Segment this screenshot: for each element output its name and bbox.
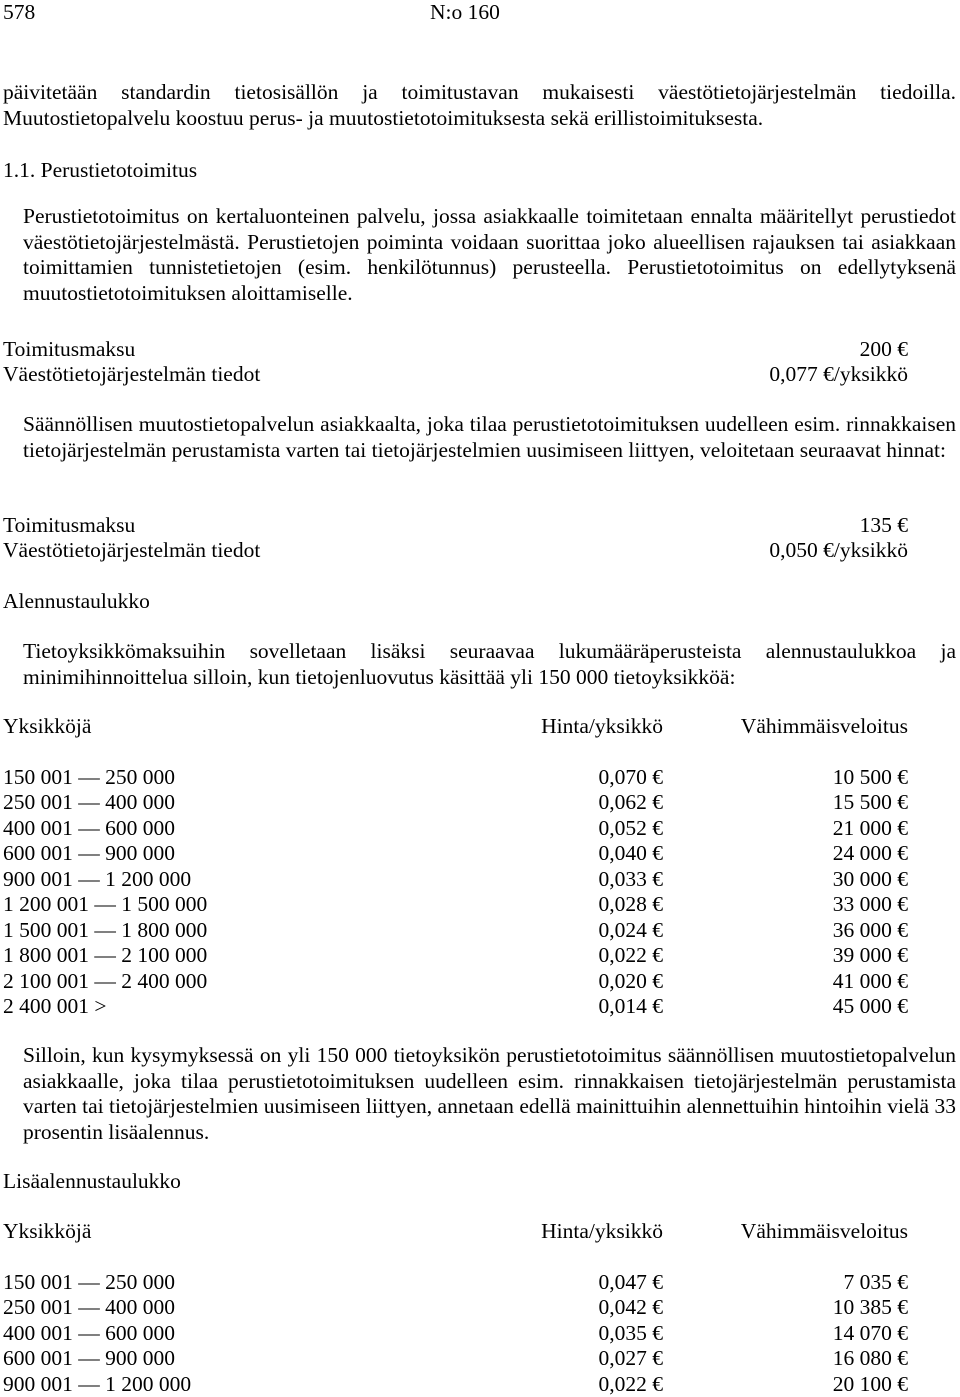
- table-cell-units: 600 001 — 900 000: [3, 841, 423, 867]
- intro-paragraph: päivitetään standardin tietosisällön ja toimitustavan mukaisesti väestötietojärjestelmän tiedoilla. Muutostietopalvelu koostuu perus- ja muutostietotoimituksesta sekä erillistoimituksesta.: [3, 80, 956, 131]
- table-header-row: [3, 1219, 908, 1245]
- column-header-minimum: Vähimmäisveloitus: [663, 1219, 908, 1245]
- table-cell-price: 0,035 €: [423, 1321, 663, 1347]
- issue-number: N:o 160: [430, 0, 500, 26]
- table-cell-price: 0,028 €: [423, 892, 663, 918]
- table-row: [3, 892, 908, 918]
- extra-discount-paragraph: Silloin, kun kysymyksessä on yli 150 000 tietoyksikön perustietotoimitus säännöllisen muutostietopalvelun asiakkaalle, joka tilaa perustietotoimituksen uudelleen esim. rinnakkaisen tietojärjestelmän perustamista varten tai tietojärjestelmien uusimiseen liittyen, annetaan edellä mainittuihin alennettuihin hintoihin vielä 33 prosentin lisäalennus.: [23, 1043, 956, 1145]
- table-row: [3, 790, 908, 816]
- table-spacer: [3, 1245, 908, 1270]
- table-row: [3, 1372, 908, 1397]
- table-cell-units: 1 200 001 — 1 500 000: [3, 892, 423, 918]
- table-row: [3, 841, 908, 867]
- discount-paragraph: Tietoyksikkömaksuihin sovelletaan lisäksi seuraavaa lukumääräperusteista alennustaulukkoa ja minimihinnoittelua silloin, kun tietojenluovutus käsittää yli 150 000 tietoyksikköä:: [23, 639, 956, 690]
- table-cell-minimum: 45 000 €: [663, 994, 908, 1020]
- table-cell-minimum: 14 070 €: [663, 1321, 908, 1347]
- table-cell-price: 0,024 €: [423, 918, 663, 944]
- table-cell-price: 0,022 €: [423, 943, 663, 969]
- delivery-fee-value: 135 €: [860, 513, 908, 539]
- table-row: [3, 1346, 908, 1372]
- table-row: [3, 867, 908, 893]
- table-cell-minimum: 7 035 €: [663, 1270, 908, 1296]
- section-paragraph: Perustietotoimitus on kertaluonteinen palvelu, jossa asiakkaalle toimitetaan ennalta määritellyt perustiedot väestötietojärjestelmästä. Perustietojen poiminta voidaan suorittaa joko alueellisen rajauksen tai asiakkaan toimittamien tunnistetietojen (esim. henkilötunnus) perusteella. Perustietotoimitus on edellytyksenä muutostietotoimituksen aloittamiselle.: [23, 204, 956, 306]
- table-cell-minimum: 20 100 €: [663, 1372, 908, 1397]
- table-row: [3, 918, 908, 944]
- table-row: [3, 765, 908, 791]
- extra-discount-table: [3, 1219, 908, 1397]
- table-cell-minimum: 36 000 €: [663, 918, 908, 944]
- column-header-units: Yksikköjä: [3, 1219, 423, 1245]
- table-cell-units: 2 100 001 — 2 400 000: [3, 969, 423, 995]
- discount-heading: Alennustaulukko: [3, 589, 150, 615]
- table-cell-minimum: 15 500 €: [663, 790, 908, 816]
- table-cell-minimum: 24 000 €: [663, 841, 908, 867]
- delivery-fee-value: 200 €: [860, 337, 908, 363]
- column-header-price: Hinta/yksikkö: [423, 714, 663, 740]
- table-cell-price: 0,047 €: [423, 1270, 663, 1296]
- table-cell-units: 900 001 — 1 200 000: [3, 1372, 423, 1397]
- extra-discount-heading: Lisäalennustaulukko: [3, 1169, 181, 1195]
- regular-customer-paragraph: Säännöllisen muutostietopalvelun asiakkaalta, joka tilaa perustietotoimituksen uudelleen esim. rinnakkaisen tietojärjestelmän perustamista varten tai tietojärjestelmien uusimiseen liittyen, veloitetaan seuraavat hinnat:: [23, 412, 956, 463]
- table-cell-units: 250 001 — 400 000: [3, 1295, 423, 1321]
- table-cell-minimum: 30 000 €: [663, 867, 908, 893]
- table-cell-price: 0,040 €: [423, 841, 663, 867]
- table-row: [3, 1295, 908, 1321]
- table-cell-minimum: 10 500 €: [663, 765, 908, 791]
- data-fee-label: Väestötietojärjestelmän tiedot: [3, 538, 260, 564]
- table-cell-price: 0,070 €: [423, 765, 663, 791]
- table-cell-units: 250 001 — 400 000: [3, 790, 423, 816]
- table-cell-price: 0,020 €: [423, 969, 663, 995]
- table-cell-minimum: 21 000 €: [663, 816, 908, 842]
- page-number: 578: [3, 0, 35, 26]
- table-cell-price: 0,042 €: [423, 1295, 663, 1321]
- table-cell-units: 150 001 — 250 000: [3, 1270, 423, 1296]
- table-row: [3, 1270, 908, 1296]
- table-header-row: [3, 714, 908, 740]
- table-cell-price: 0,052 €: [423, 816, 663, 842]
- section-heading: 1.1. Perustietotoimitus: [3, 158, 197, 184]
- table-cell-units: 1 800 001 — 2 100 000: [3, 943, 423, 969]
- table-cell-price: 0,062 €: [423, 790, 663, 816]
- table-cell-price: 0,033 €: [423, 867, 663, 893]
- table-spacer: [3, 740, 908, 765]
- table-cell-units: 150 001 — 250 000: [3, 765, 423, 791]
- column-header-units: Yksikköjä: [3, 714, 423, 740]
- data-fee-value: 0,077 €/yksikkö: [769, 362, 908, 388]
- table-row: [3, 816, 908, 842]
- table-cell-minimum: 33 000 €: [663, 892, 908, 918]
- table-cell-units: 2 400 001 >: [3, 994, 423, 1020]
- table-row: [3, 969, 908, 995]
- table-cell-units: 1 500 001 — 1 800 000: [3, 918, 423, 944]
- column-header-price: Hinta/yksikkö: [423, 1219, 663, 1245]
- table-row: [3, 943, 908, 969]
- table-cell-price: 0,027 €: [423, 1346, 663, 1372]
- data-fee-value: 0,050 €/yksikkö: [769, 538, 908, 564]
- table-row: [3, 994, 908, 1020]
- table-cell-minimum: 10 385 €: [663, 1295, 908, 1321]
- delivery-fee-label: Toimitusmaksu: [3, 337, 135, 363]
- column-header-minimum: Vähimmäisveloitus: [663, 714, 908, 740]
- table-cell-units: 600 001 — 900 000: [3, 1346, 423, 1372]
- table-row: [3, 1321, 908, 1347]
- data-fee-label: Väestötietojärjestelmän tiedot: [3, 362, 260, 388]
- table-cell-minimum: 41 000 €: [663, 969, 908, 995]
- table-cell-price: 0,022 €: [423, 1372, 663, 1397]
- table-cell-minimum: 16 080 €: [663, 1346, 908, 1372]
- table-cell-price: 0,014 €: [423, 994, 663, 1020]
- table-cell-units: 900 001 — 1 200 000: [3, 867, 423, 893]
- delivery-fee-label: Toimitusmaksu: [3, 513, 135, 539]
- table-cell-units: 400 001 — 600 000: [3, 1321, 423, 1347]
- discount-table: [3, 714, 908, 1020]
- table-cell-minimum: 39 000 €: [663, 943, 908, 969]
- table-cell-units: 400 001 — 600 000: [3, 816, 423, 842]
